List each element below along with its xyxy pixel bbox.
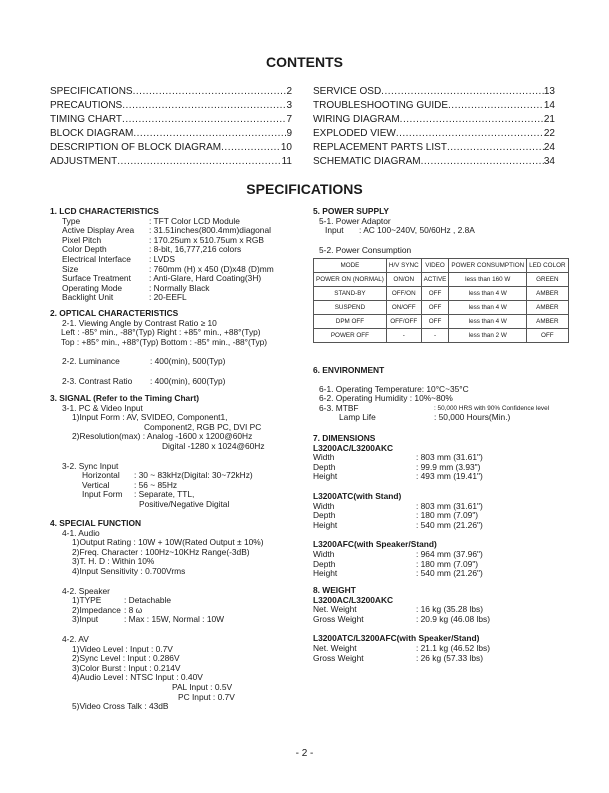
spec-row: Electrical Interface : LVDS — [62, 253, 175, 264]
toc-item[interactable] — [313, 85, 555, 99]
power-consumption: 5-2. Power Consumption — [319, 244, 412, 255]
toc-item-page: 22 — [543, 128, 555, 139]
toc-item-page: 3 — [286, 100, 292, 111]
toc-item-page: 34 — [543, 156, 555, 167]
toc-item-title: SCHEMATIC DIAGRAM — [313, 156, 421, 167]
thd: 3)T. H. D : Within 10% — [72, 556, 155, 567]
audio-level: 4)Audio Level : NTSC Input : 0.40V — [72, 672, 203, 683]
viewing-angle-tb: Top : +85° min., +88°(Typ) Bottom : -85° min., -88°(Typ) — [61, 336, 268, 347]
toc-item[interactable] — [313, 99, 555, 113]
toc-item[interactable] — [313, 141, 555, 155]
toc-item-title: WIRING DIAGRAM — [313, 114, 400, 125]
video-level: 1)Video Level : Input : 0.7V — [72, 643, 173, 654]
section-heading: 2. OPTICAL CHARACTERISTICS — [50, 308, 179, 318]
toc-item-page: 2 — [286, 86, 292, 97]
operating-humidity: 6-2. Operating Humidity : 10%~80% — [319, 393, 453, 404]
table-cell: POWER ON (NORMAL) — [314, 273, 387, 287]
toc-item[interactable] — [313, 155, 555, 169]
toc-leader — [447, 141, 544, 155]
table-row — [314, 273, 569, 287]
table-header: POWER CONSUMPTION — [449, 259, 527, 273]
table-cell: OFF/OFF — [386, 315, 421, 329]
toc-leader — [221, 141, 281, 155]
toc-item-title: BLOCK DIAGRAM — [50, 128, 134, 139]
spec-row: Backlight Unit : 20-EEFL — [62, 292, 187, 303]
input-form: 1)Input Form : AV, SVIDEO, Component1, — [72, 412, 228, 423]
video-cross-talk: 5)Video Cross Talk : 43dB — [72, 701, 169, 712]
spec-row: Height : 493 mm (19.41") — [313, 471, 483, 482]
table-row — [314, 287, 569, 301]
color-burst: 3)Color Burst : Input : 0.214V — [72, 662, 181, 673]
spec-row: Gross Weight : 20.9 kg (46.08 lbs) — [313, 613, 491, 624]
spec-row: Pixel Pitch : 170.25um x 510.75um x RGB — [62, 234, 264, 245]
table-row — [314, 329, 569, 343]
toc-leader — [133, 127, 286, 141]
table-cell: STAND-BY — [314, 287, 387, 301]
toc-item-page: 9 — [286, 128, 292, 139]
model-title: L3200ATC(with Stand) — [313, 490, 402, 501]
toc-item-title: REPLACEMENT PARTS LIST — [313, 142, 447, 153]
pc-input: PC Input : 0.7V — [178, 691, 235, 702]
spec-row: 2-2. Luminance : 400(min), 500(Typ) — [62, 356, 226, 367]
toc-item-title: PRECAUTIONS — [50, 100, 123, 111]
table-cell: ON/OFF — [386, 301, 421, 315]
toc-item-title: TIMING CHART — [50, 114, 123, 125]
spec-row: Vertical : 56 ~ 85Hz — [82, 479, 178, 490]
spec-row: Input Form : Separate, TTL, — [82, 489, 195, 500]
toc-item-title: TROUBLESHOOTING GUIDE — [313, 100, 449, 111]
table-cell: POWER OFF — [314, 329, 387, 343]
toc-item[interactable] — [50, 127, 292, 141]
spec-row: Net. Weight : 16 kg (35.28 lbs) — [313, 604, 484, 615]
table-cell: AMBER — [527, 301, 568, 315]
spec-row: Surface Treatment : Anti-Glare, Hard Coating(3H) — [62, 273, 262, 284]
input-form-cont: Component2, RGB PC, DVI PC — [144, 421, 262, 432]
spec-row: 2-3. Contrast Ratio : 400(min), 600(Typ) — [62, 375, 226, 386]
section-environment — [313, 366, 573, 423]
av: 4-2. AV — [62, 633, 89, 644]
input-sensitivity: 4)Input Sensitivity : 0.700Vrms — [72, 565, 186, 576]
toc-leader — [396, 127, 544, 141]
section-dimensions — [313, 434, 573, 579]
model-title: L3200AFC(with Speaker/Stand) — [313, 539, 437, 550]
specifications-title: SPECIFICATIONS — [246, 181, 363, 197]
table-cell: less than 4 W — [449, 301, 527, 315]
spec-row: Width : 803 mm (31.61") — [313, 500, 483, 511]
power-consumption-table — [313, 258, 569, 343]
resolution: 2)Resolution(max) : Analog -1600 x 1200@60Hz — [72, 431, 253, 442]
spec-row: Type : TFT Color LCD Module — [62, 215, 240, 226]
toc-leader — [122, 99, 286, 113]
toc-item-page: 11 — [281, 156, 292, 167]
toc-leader — [381, 85, 544, 99]
section-heading: 4. SPECIAL FUNCTION — [50, 518, 142, 528]
section-weight — [313, 586, 573, 663]
sync-input: 3-2. Sync Input — [62, 460, 119, 471]
spec-row: Gross Weight : 26 kg (57.33 lbs) — [313, 652, 484, 663]
spec-row: Height : 540 mm (21.26") — [313, 519, 483, 530]
toc-leader — [421, 155, 544, 169]
toc-item[interactable] — [50, 99, 292, 113]
section-lcd — [50, 207, 305, 303]
pal-input: PAL Input : 0.5V — [172, 681, 233, 692]
section-special-function — [50, 519, 305, 712]
toc-leader — [117, 155, 281, 169]
toc-leader — [448, 99, 544, 113]
power-adaptor: 5-1. Power Adaptor — [319, 215, 391, 226]
resolution-digital: Digital -1280 x 1024@60Hz — [162, 440, 265, 451]
toc-item-page: 10 — [280, 142, 292, 153]
table-cell: less than 4 W — [449, 315, 527, 329]
operating-temperature: 6-1. Operating Temperature: 10°C~35°C — [319, 383, 469, 394]
toc-item-page: 24 — [543, 142, 555, 153]
sync-level: 2)Sync Level : Input : 0.286V — [72, 653, 180, 664]
model-title: L3200AC/L3200AKC — [313, 594, 394, 605]
toc-item-title: DESCRIPTION OF BLOCK DIAGRAM — [50, 142, 222, 153]
table-cell: AMBER — [527, 287, 568, 301]
spec-row: Active Display Area : 31.51inches(800.4mm)diagonal — [62, 225, 271, 236]
table-row — [314, 315, 569, 329]
table-cell: less than 4 W — [449, 287, 527, 301]
toc-leader — [133, 85, 287, 99]
table-cell: OFF — [421, 287, 449, 301]
table-cell: DPM OFF — [314, 315, 387, 329]
section-optical — [50, 309, 305, 387]
spec-row: 6-3. MTBF : 50,000 HRS with 90% Confidence level — [319, 402, 550, 413]
toc-item-title: ADJUSTMENT — [50, 156, 118, 167]
table-row — [314, 301, 569, 315]
table-cell: OFF — [527, 329, 568, 343]
section-heading: 1. LCD CHARACTERISTICS — [50, 206, 159, 216]
table-cell: SUSPEND — [314, 301, 387, 315]
speaker: 4-2. Speaker — [62, 585, 110, 596]
toc-left — [50, 85, 292, 169]
toc-item[interactable] — [313, 113, 555, 127]
table-cell: OFF/ON — [386, 287, 421, 301]
toc-right — [313, 85, 555, 169]
freq-character: 2)Freq. Character : 100Hz~10KHz Range(-3dB) — [72, 546, 250, 557]
section-heading: 7. DIMENSIONS — [313, 433, 376, 443]
table-cell: - — [421, 329, 449, 343]
table-cell: less than 160 W — [449, 273, 527, 287]
model-title: L3200AC/L3200AKC — [313, 442, 394, 453]
spec-row: Input : AC 100~240V, 50/60Hz , 2.8A — [325, 225, 475, 236]
toc-item-page: 13 — [543, 86, 555, 97]
model-title: L3200ATC/L3200AFC(with Speaker/Stand) — [313, 633, 480, 644]
table-header: H/V SYNC — [386, 259, 421, 273]
table-header: LED COLOR — [527, 259, 568, 273]
spec-row: Color Depth : 8-bit, 16,777,216 colors — [62, 244, 242, 255]
spec-row: Size : 760mm (H) x 450 (D)x48 (D)mm — [62, 263, 274, 274]
section-signal — [50, 394, 305, 510]
toc-item[interactable] — [50, 113, 292, 127]
spec-row: Width : 803 mm (31.61") — [313, 452, 483, 463]
spec-row: Depth : 99.9 mm (3.93") — [313, 461, 481, 472]
table-cell: OFF — [421, 315, 449, 329]
table-cell: GREEN — [527, 273, 568, 287]
spec-row: Depth : 180 mm (7.09") — [313, 510, 479, 521]
section-heading: 5. POWER SUPPLY — [313, 206, 390, 216]
table-cell: ACTIVE — [421, 273, 449, 287]
viewing-angle-lr: Left : -85° min., -88°(Typ) Right : +85° min., +88°(Typ) — [61, 327, 261, 338]
section-heading: 8. WEIGHT — [313, 585, 356, 595]
spec-row: 1)TYPE : Detachable — [72, 595, 172, 606]
table-cell: ON/ON — [386, 273, 421, 287]
spec-row: Horizontal : 30 ~ 83kHz(Digital: 30~72kHz) — [82, 470, 253, 481]
table-cell: less than 2 W — [449, 329, 527, 343]
section-heading: 3. SIGNAL (Refer to the Timing Chart) — [50, 393, 200, 403]
output-rating: 1)Output Rating : 10W + 10W(Rated Output ± 10%) — [72, 537, 264, 548]
table-cell: AMBER — [527, 315, 568, 329]
section-power-supply — [313, 207, 573, 255]
table-cell: OFF — [421, 301, 449, 315]
toc-leader — [400, 113, 544, 127]
spec-row: 3)Input : Max : 15W, Normal : 10W — [72, 614, 225, 625]
table-cell: - — [386, 329, 421, 343]
spec-row: 2)Impedance : 8 ω — [72, 604, 143, 615]
contents-title: CONTENTS — [266, 54, 343, 70]
table-header: MODE — [314, 259, 387, 273]
toc-item[interactable] — [50, 155, 292, 169]
toc-item[interactable] — [50, 85, 292, 99]
page-number: - 2 - — [295, 748, 314, 759]
toc-item[interactable] — [313, 127, 555, 141]
spec-row: Lamp Life : 50,000 Hours(Min.) — [339, 412, 511, 423]
toc-item-title: SPECIFICATIONS — [50, 86, 133, 97]
toc-item-page: 21 — [543, 114, 555, 125]
spec-row: Net. Weight : 21.1 kg (46.52 lbs) — [313, 642, 491, 653]
table-header: VIDEO — [421, 259, 449, 273]
spec-row: Width : 964 mm (37.96") — [313, 548, 483, 559]
spec-row: Operating Mode : Normally Black — [62, 282, 210, 293]
toc-item-page: 7 — [286, 114, 292, 125]
toc-item[interactable] — [50, 141, 292, 155]
toc-item-page: 14 — [543, 100, 555, 111]
spec-row: Height : 540 mm (21.26") — [313, 568, 483, 579]
viewing-angle: 2-1. Viewing Angle by Contrast Ratio ≥ 10 — [62, 317, 217, 328]
section-heading: 6. ENVIRONMENT — [313, 365, 385, 375]
spec-row: Depth : 180 mm (7.09") — [313, 558, 479, 569]
input-form-cont: Positive/Negative Digital — [139, 498, 230, 509]
pc-video-input: 3-1. PC & Video Input — [62, 402, 143, 413]
audio: 4-1. Audio — [62, 527, 100, 538]
toc-leader — [122, 113, 286, 127]
toc-item-title: SERVICE OSD — [313, 86, 382, 97]
table-header-row — [314, 259, 569, 273]
toc-item-title: EXPLODED VIEW — [313, 128, 396, 139]
